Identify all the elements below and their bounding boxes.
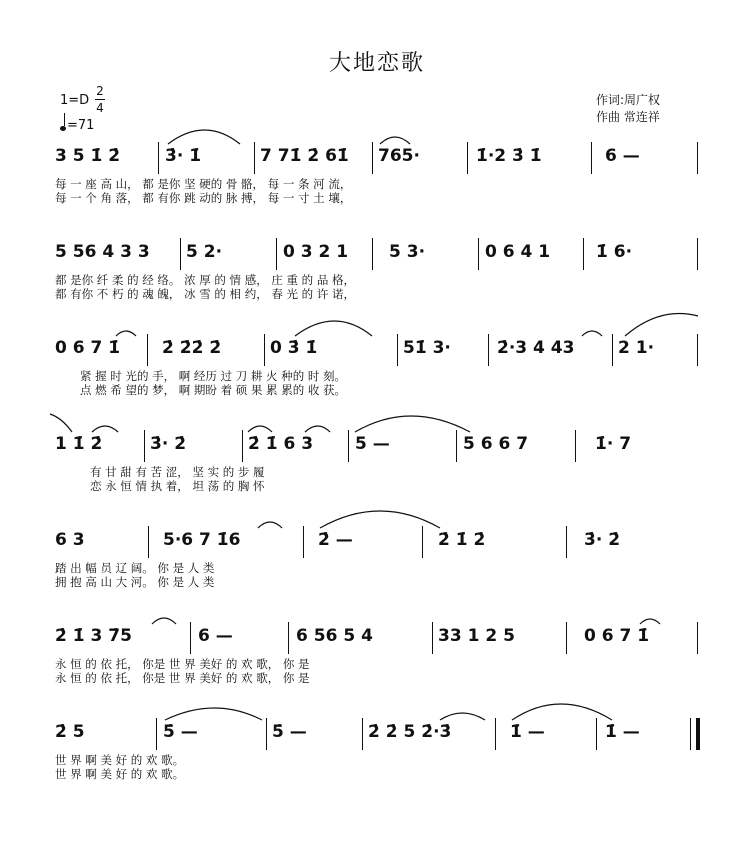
barline xyxy=(566,526,567,558)
barline xyxy=(583,238,584,270)
score-system-7 xyxy=(0,716,754,806)
barline xyxy=(697,334,698,366)
measure: 5 6 6 7 xyxy=(463,434,529,454)
measure: 5 56 4 3 3 xyxy=(55,242,150,262)
lyric-line-1: 世 界 啊 美 好 的 欢 歌。 xyxy=(55,753,185,767)
measure: 7 71̇ 2̇ 61̇ xyxy=(260,146,349,166)
measure: 2 1· xyxy=(618,338,655,358)
lyric-line-2: 世 界 啊 美 好 的 欢 歌。 xyxy=(55,767,185,781)
barline xyxy=(254,142,255,174)
barline xyxy=(495,718,496,750)
lyric-line-2: 拥 抱 高 山 大 河。 你 是 人 类 xyxy=(55,575,215,589)
measure: 1̇· 7 xyxy=(595,434,632,454)
measure: 6 — xyxy=(198,626,233,646)
measure: 5 3· xyxy=(389,242,426,262)
measure: 1̇ — xyxy=(510,722,545,742)
barline xyxy=(697,142,698,174)
barline xyxy=(478,238,479,270)
tempo-value: =71 xyxy=(67,118,95,133)
barline xyxy=(148,526,149,558)
measure: 0 6 7 1̇ xyxy=(55,338,121,358)
measure: 51̇ 3· xyxy=(403,338,451,358)
slur-marks xyxy=(0,692,754,722)
lyric-line-2: 都 有你 不 朽 的 魂 魄， 冰 雪 的 相 约， 春 光 的 许 诺， xyxy=(55,287,355,301)
barline xyxy=(180,238,181,270)
barline xyxy=(575,430,576,462)
measure: 5̇ — xyxy=(272,722,307,742)
barline xyxy=(362,718,363,750)
barline xyxy=(190,622,191,654)
measure: 2̇ 1̇ 6 3 xyxy=(248,434,314,454)
measure: 765· xyxy=(378,146,420,166)
measure: 0 6 7 1̇ xyxy=(584,626,650,646)
barline xyxy=(591,142,592,174)
barline xyxy=(144,430,145,462)
slur-marks xyxy=(0,596,754,626)
song-title: 大地恋歌 xyxy=(328,51,425,76)
measure: 5 — xyxy=(355,434,390,454)
measure: 6 3 xyxy=(55,530,85,550)
measure: 2̇ 1̇ 2̇ xyxy=(438,530,486,550)
barline xyxy=(158,142,159,174)
measure: 2̇ 5 xyxy=(55,722,85,742)
barline xyxy=(697,622,698,654)
final-barline-thin xyxy=(690,718,691,750)
barline xyxy=(242,430,243,462)
measure-row xyxy=(0,236,754,266)
slur-marks xyxy=(0,308,754,338)
measure: 2̇·3 4 43 xyxy=(497,338,575,358)
measure: 2̇ 2̇ 5 2̇·3̇ xyxy=(368,722,452,742)
barline xyxy=(264,334,265,366)
barline xyxy=(303,526,304,558)
measure: 6 — xyxy=(605,146,640,166)
measure: 3̇· 2̇ xyxy=(584,530,621,550)
slur-marks xyxy=(0,404,754,434)
measure: 5·6 7 1̇6 xyxy=(163,530,241,550)
measure: 5̇ — xyxy=(163,722,198,742)
barline xyxy=(266,718,267,750)
measure: 3̇· 2̇ xyxy=(150,434,187,454)
barline xyxy=(697,238,698,270)
barline xyxy=(467,142,468,174)
measure: 3̇· 1̇ xyxy=(165,146,202,166)
measure: 3 5 1̇ 2̇ xyxy=(55,146,121,166)
barline xyxy=(596,718,597,750)
lyric-line-2: 点 燃 希 望的 梦， 啊 期盼 着 硕 果 累 累的 收 获。 xyxy=(80,383,347,397)
measure: 1 1̇ 2̇ xyxy=(55,434,103,454)
barline xyxy=(612,334,613,366)
barline xyxy=(397,334,398,366)
measure: 1̇·2 3̇ 1̇ xyxy=(476,146,542,166)
lyric-line-1: 踏 出 幅 员 辽 阔。 你 是 人 类 xyxy=(55,561,215,575)
barline xyxy=(276,238,277,270)
measure: 6 56 5 4 xyxy=(296,626,373,646)
barline xyxy=(488,334,489,366)
lyric-line-1: 每 一 座 高 山， 都 是你 坚 硬的 骨 骼， 每 一 条 河 流， xyxy=(55,177,352,191)
final-barline-thick xyxy=(696,718,700,750)
lyricist-credit: 作词:周广权 xyxy=(596,93,661,107)
lyric-line-1: 有 甘 甜 有 苦 涩， 坚 实 的 步 履 xyxy=(90,465,265,479)
barline xyxy=(422,526,423,558)
measure: 1̇ — xyxy=(605,722,640,742)
composer-credit: 作曲 常连祥 xyxy=(596,110,660,124)
measure: 0 6 4 1 xyxy=(485,242,551,262)
barline xyxy=(156,718,157,750)
measure: 2̇ 1̇ 3 7̇5 xyxy=(55,626,132,646)
barline xyxy=(372,142,373,174)
barline xyxy=(348,430,349,462)
barline xyxy=(372,238,373,270)
lyric-line-2: 每 一 个 角 落， 都 有你 跳 动的 脉 搏， 每 一 寸 土 壤， xyxy=(55,191,352,205)
lyric-line-1: 都 是你 纤 柔 的 经 络。 浓 厚 的 情 感， 庄 重 的 品 格， xyxy=(55,273,355,287)
score-system-1 xyxy=(0,140,754,230)
measure: 2̇ 2̇2̇ 2̇ xyxy=(162,338,222,358)
lyric-line-1: 永 恒 的 依 托， 你是 世 界 美好 的 欢 歌， 你 是 xyxy=(55,657,310,671)
barline xyxy=(432,622,433,654)
barline xyxy=(288,622,289,654)
lyric-line-1: 紧 握 时 光的 手， 啊 经历 过 刀 耕 火 种的 时 刻。 xyxy=(80,369,347,383)
measure: 5 2· xyxy=(186,242,223,262)
key-signature: 1=D xyxy=(60,93,90,108)
lyric-line-2: 永 恒 的 依 托， 你是 世 界 美好 的 欢 歌， 你 是 xyxy=(55,671,310,685)
measure: 1̇ 6· xyxy=(596,242,633,262)
measure: 2̇ — xyxy=(318,530,353,550)
measure: 0 3̇ 1̇ xyxy=(270,338,318,358)
measure: 33 1 2 5 xyxy=(438,626,515,646)
meter-bottom: 4 xyxy=(96,101,104,115)
slur-marks xyxy=(0,116,754,146)
measure: 0 3 2 1 xyxy=(283,242,349,262)
slur-marks xyxy=(0,500,754,530)
time-signature xyxy=(95,83,105,116)
barline xyxy=(456,430,457,462)
barline xyxy=(147,334,148,366)
meter-top: 2 xyxy=(96,84,104,98)
lyric-line-2: 恋 永 恒 情 执 着， 坦 荡 的 胸 怀 xyxy=(90,479,265,493)
barline xyxy=(566,622,567,654)
